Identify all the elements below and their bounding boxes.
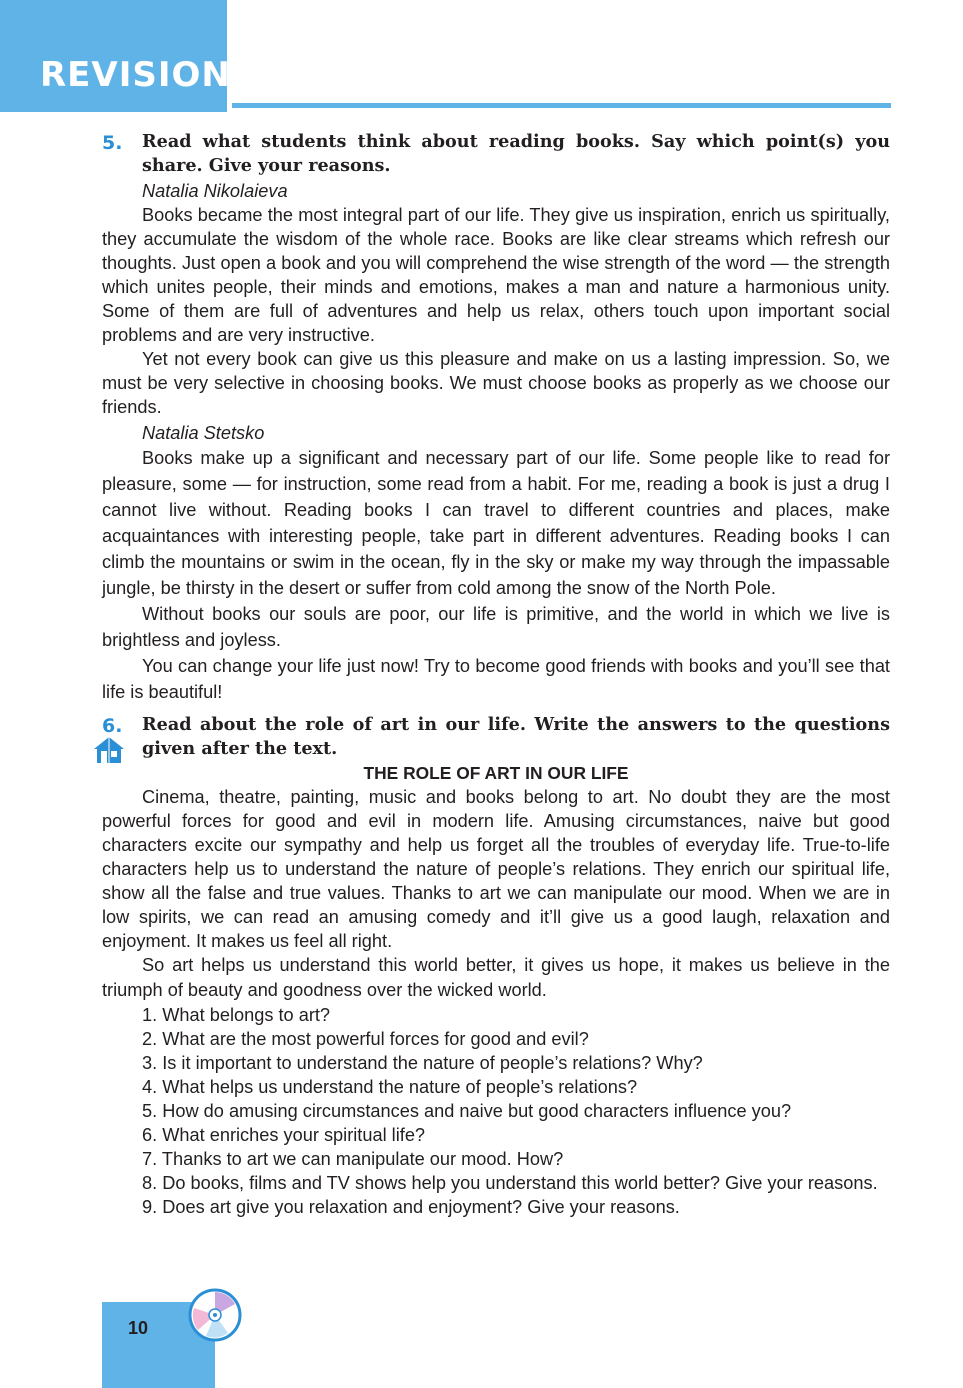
question-item: 9. Does art give you relaxation and enjoyment? Give your reasons.	[142, 1197, 680, 1217]
author-name: Natalia Nikolaieva	[142, 181, 288, 201]
question-item: 2. What are the most powerful forces for good and evil?	[142, 1029, 589, 1049]
paragraph: Yet not every book can give us this pleasure and make on us a lasting impression. So, we must be very selective in choosing books. We must choose books as properly as we choose our friends.	[102, 349, 890, 417]
question-item: 1. What belongs to art?	[142, 1005, 331, 1025]
text-title: THE ROLE OF ART IN OUR LIFE	[363, 763, 629, 783]
question-list	[102, 1003, 890, 1219]
task-instruction: Read what students think about reading books. Say which point(s) you share. Give your reasons.	[142, 131, 890, 176]
page-content	[102, 130, 890, 1219]
question-item: 4. What helps us understand the nature of people’s relations?	[142, 1077, 638, 1097]
task-5	[102, 130, 890, 178]
question-item: 8. Do books, films and TV shows help you understand this world better? Give your reasons.	[142, 1173, 878, 1193]
header-rule	[232, 103, 891, 108]
task-6	[102, 713, 890, 761]
paragraph: So art helps us understand this world better, it gives us hope, it makes us believe in the triumph of beauty and goodness over the wicked world.	[102, 955, 890, 1000]
task-number: 5.	[102, 132, 123, 154]
page-number: 10	[128, 1318, 149, 1338]
paragraph: Without books our souls are poor, our life is primitive, and the world in which we live is brightless and joyless.	[102, 604, 890, 650]
task-number: 6.	[102, 715, 123, 737]
question-item: 5. How do amusing circumstances and naive but good characters influence you?	[142, 1101, 792, 1121]
task-instruction: Read about the role of art in our life. Write the answers to the questions given after the text.	[142, 714, 890, 759]
home-icon	[92, 735, 126, 765]
paragraph: Cinema, theatre, painting, music and books belong to art. No doubt they are the most powerful forces for good and evil in modern life. Amusing circumstances, naive but good characters excite our sympathy and help us forget all the troubles of everyday life. True-to-life characters help us to understand the nature of people’s relations. They enrich our spiritual life, show all the false and true values. Thanks to art we can manipulate our mood. When we are in low spirits, we can read an amusing comedy and it’ll give us a good laugh, relaxation and enjoyment. It makes us feel all right.	[102, 787, 890, 951]
paragraph: You can change your life just now! Try to become good friends with books and you’ll see that life is beautiful!	[102, 656, 890, 702]
section-title: REVISION	[40, 55, 231, 95]
paragraph: Books make up a significant and necessary part of our life. Some people like to read for pleasure, some — for instruction, some read from a habit. For me, reading a book is just a drug I cannot live without. Reading books I can travel to different countries and places, make acquaintances with interesting people, take part in different adventures. Reading books I can climb the mountains or swim in the ocean, fly in the sky or make my way through the impassable jungle, be thirsty in the desert or suffer from cold among the snow of the North Pole.	[102, 448, 890, 598]
paragraph: Books became the most integral part of our life. They give us inspiration, enrich us spiritually, they accumulate the wisdom of the whole race. Books are like clear streams which refresh our thoughts. Just open a book and you will comprehend the wise strength of the word — the strength which unites people, their minds and emotions, makes a man and nature a harmonious unity. Some of them are full of adventures and help us relax, others touch upon important social problems and are very instructive.	[102, 205, 890, 345]
cd-icon	[188, 1288, 242, 1342]
author-name: Natalia Stetsko	[142, 423, 265, 443]
question-item: 6. What enriches your spiritual life?	[142, 1125, 426, 1145]
question-item: 7. Thanks to art we can manipulate our mood. How?	[142, 1149, 564, 1169]
question-item: 3. Is it important to understand the nature of people’s relations? Why?	[142, 1053, 703, 1073]
